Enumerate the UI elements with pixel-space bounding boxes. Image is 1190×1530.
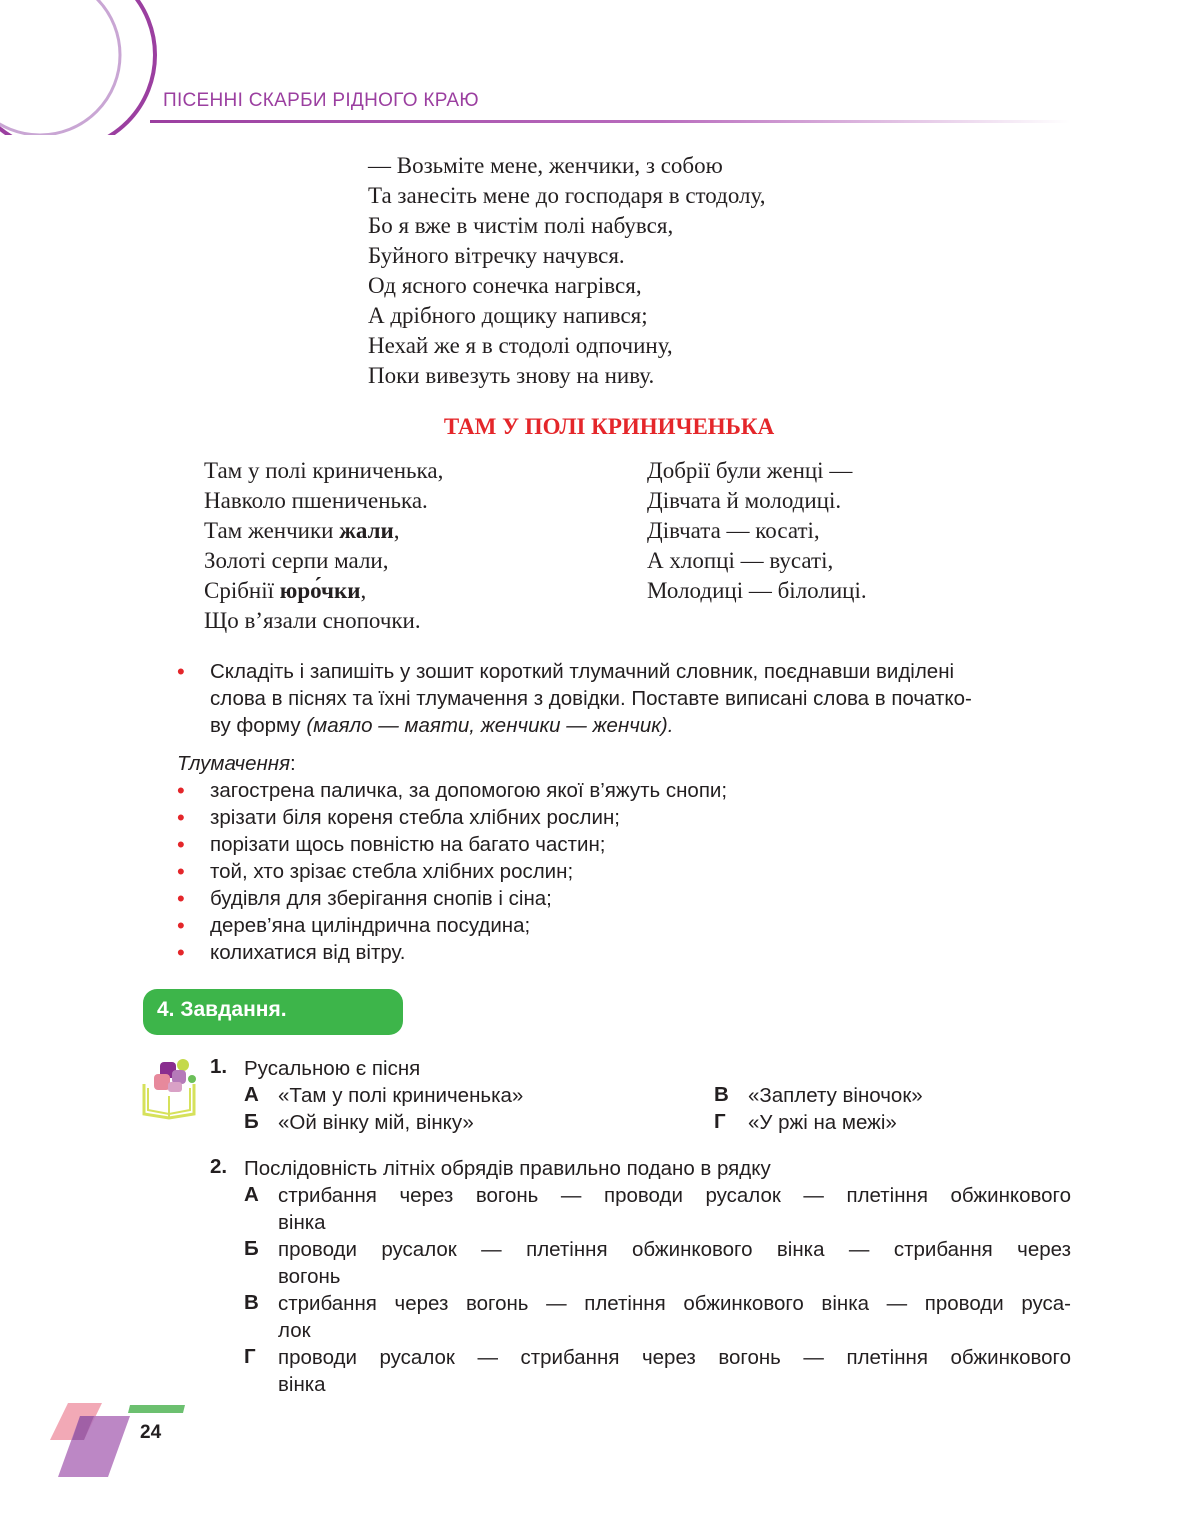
song-left-column [204, 456, 443, 636]
song-line: Молодиці — білолиці. [647, 578, 867, 603]
option-text[interactable]: «У ржі на межі» [748, 1111, 897, 1134]
question-number: 2. [210, 1155, 228, 1178]
option-letter: А [244, 1083, 259, 1106]
list-item: будівля для зберігання снопів і сіна; [210, 887, 552, 910]
header-title: ПІСЕННІ СКАРБИ РІДНОГО КРАЮ [163, 90, 479, 111]
option-letter: Г [244, 1345, 256, 1368]
bullet-icon: • [177, 913, 185, 938]
assignment-text: ву форму [210, 714, 307, 737]
song-line: Дівчата й молодиці. [647, 488, 842, 513]
poem-line: Нехай же я в стодолі одпочину, [368, 333, 673, 358]
highlighted-word: юро́чки [279, 578, 361, 603]
bullet-icon: • [177, 940, 185, 965]
bullet-icon: • [177, 886, 185, 911]
highlighted-word: жали [339, 518, 394, 543]
song-line [204, 576, 443, 606]
definitions-list [0, 777, 1190, 967]
option-text[interactable] [278, 1182, 1071, 1236]
task-banner [143, 989, 403, 1035]
definitions-label-colon: : [290, 752, 296, 775]
option-line: проводи русалок — плетіння обжинкового вінка — стрибання через [278, 1238, 1071, 1261]
option-text[interactable]: «Там у полі криниченька» [278, 1084, 524, 1107]
song-line: Що в’язали снопочки. [204, 608, 421, 633]
option-line: проводи русалок — стрибання через вогонь — плетіння обжинкового [278, 1346, 1071, 1369]
option-letter: Б [244, 1110, 259, 1133]
header-rule [150, 120, 1070, 123]
song-title: ТАМ У ПОЛІ КРИНИЧЕНЬКА [443, 414, 775, 439]
poem-line: Та занесіть мене до господаря в стодолу, [368, 183, 766, 208]
parallelogram-decoration [50, 1400, 190, 1480]
bullet-icon: • [177, 805, 185, 830]
option-letter: Г [714, 1110, 726, 1133]
song-line: Золоті серпи мали, [204, 548, 389, 573]
poem-line: — Возьміте мене, женчики, з собою [368, 153, 723, 178]
song-line-text: Срібнії [204, 578, 280, 603]
song-line: А хлопці — вусаті, [647, 548, 834, 573]
list-item: зрізати біля кореня стебла хлібних рослин; [210, 806, 620, 829]
song-line: Добрії були женці — [647, 458, 853, 483]
list-item: дерев’яна циліндрична посудина; [210, 914, 531, 937]
poem-line: Бо я вже в чистім полі набувся, [368, 213, 674, 238]
definitions-label-text: Тлумачення [177, 752, 291, 775]
poem-line: Од ясного сонечка нагрівся, [368, 273, 642, 298]
option-letter: А [244, 1183, 259, 1206]
song-line-text: Там женчики [204, 518, 340, 543]
definitions-label [177, 750, 296, 777]
option-letter: В [244, 1291, 259, 1314]
assignment-line: слова в піснях та їхні тлумачення з довідки. Поставте виписані слова в початко- [210, 687, 972, 710]
song-right-column [647, 456, 867, 606]
list-item: загострена паличка, за допомогою якої в’яжуть снопи; [210, 779, 728, 802]
assignment-line: Складіть і запишіть у зошит короткий тлумачний словник, поєднавши виділені [210, 660, 955, 683]
song-line-punct: , [393, 518, 400, 543]
poem-line: Поки вивезуть знову на ниву. [368, 363, 655, 388]
song-line: Дівчата — косаті, [647, 518, 820, 543]
bullet-icon: • [177, 859, 185, 884]
book-squares-icon [138, 1056, 200, 1120]
bullet-icon: • [177, 659, 185, 684]
option-text[interactable]: «Ой вінку мій, вінку» [278, 1111, 474, 1134]
assignment-paragraph [0, 658, 1190, 742]
corner-circles-decoration [0, 0, 170, 135]
assignment-line [210, 712, 1070, 739]
option-text[interactable] [278, 1344, 1071, 1398]
poem [368, 151, 765, 391]
option-text[interactable]: «Заплету віночок» [748, 1084, 923, 1107]
bullet-icon: • [177, 778, 185, 803]
option-line: лок [278, 1319, 311, 1342]
option-letter: Б [244, 1237, 259, 1260]
option-line: вінка [278, 1373, 326, 1396]
list-item: колихатися від вітру. [210, 941, 406, 964]
song-line [204, 516, 443, 546]
question-number: 1. [210, 1055, 228, 1078]
song-line: Навколо пшениченька. [204, 488, 428, 513]
option-text[interactable] [278, 1236, 1071, 1290]
assignment-example: (маяло — маяти, женчики — женчик). [306, 714, 674, 737]
list-item: той, хто зрізає стебла хлібних рослин; [210, 860, 574, 883]
option-line: стрибання через вогонь — проводи русалок — плетіння обжинкового [278, 1184, 1071, 1207]
option-line: стрибання через вогонь — плетіння обжинкового вінка — проводи руса- [278, 1292, 1071, 1315]
poem-line: А дрібного дощику напився; [368, 303, 648, 328]
option-letter: В [714, 1083, 729, 1106]
question-text: Русальною є пісня [244, 1057, 421, 1080]
poem-line: Буйного вітречку начувся. [368, 243, 625, 268]
list-item: порізати щось повністю на багато частин; [210, 833, 606, 856]
question-text: Послідовність літніх обрядів правильно подано в рядку [244, 1157, 771, 1180]
task-banner-label: 4. Завдання. [157, 998, 287, 1021]
song-line: Там у полі криниченька, [204, 458, 444, 483]
option-text[interactable] [278, 1290, 1071, 1344]
page-number: 24 [140, 1422, 162, 1443]
option-line: вогонь [278, 1265, 341, 1288]
song-line-punct: , [360, 578, 367, 603]
bullet-icon: • [177, 832, 185, 857]
option-line: вінка [278, 1211, 326, 1234]
